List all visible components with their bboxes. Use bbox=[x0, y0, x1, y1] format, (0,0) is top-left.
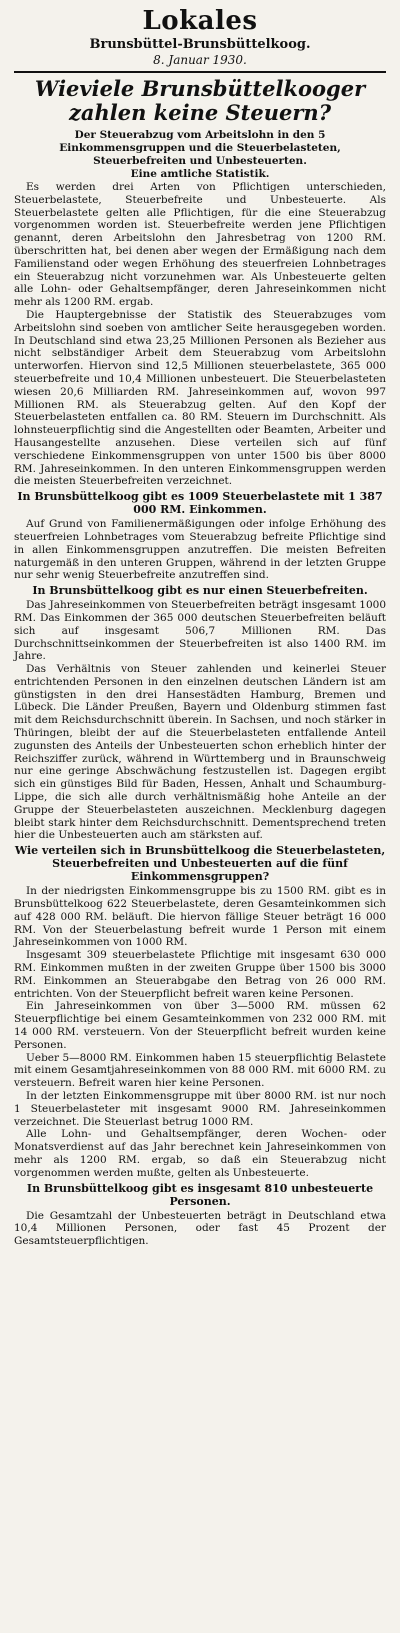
paragraph-8: Ein Jahreseinkommen von über 3—5000 RM. müssen 62 Steuerpflichtige bei einem Gesamteinkommen von 232 000 RM. mit 14 000 RM. versteuern. Von der Steuerpflicht befreit wurden keine Personen. bbox=[14, 1000, 386, 1051]
paragraph-9: Ueber 5—8000 RM. Einkommen haben 15 steuerpflichtig Belastete mit einem Gesamtjahreseinkommen von 88 000 RM. mit 6000 RM. zu versteuern. Befreit waren hier keine Personen. bbox=[14, 1051, 386, 1090]
paragraph-2: Die Hauptergebnisse der Statistik des Steuerabzuges vom Arbeitslohn sind soeben von amtlicher Seite herausgegeben worden. In Deutschland sind etwa 23,25 Millionen Personen als Bezieher aus nicht selbständiger Arbeit dem Steuerabzug vom Arbeitslohn unterworfen. Hiervon sind 12,5 Millionen steuerbelastete, 365 000 steuerbefreite und 10,4 Millionen unbesteuert. Die Steuerbelasteten wiesen 20,6 Milliarden RM. Jahreseinkommen auf, wovon 997 Millionen RM. als Steuerabzug gelten. Auf den Kopf der Steuerbelasteten entfallen ca. 80 RM. Steuern im Durchschnitt. Als lohnsteuerpflichtig sind die Angestellten oder Beamten, Arbeiter und Hausangestellte anzusehen. Diese verteilen sich auf fünf verschiedene Einkommensgruppen von unter 1500 bis über 8000 RM. Jahreseinkommen. In den unteren Einkommensgruppen werden die meisten Steuerbefreiten verzeichnet. bbox=[14, 308, 386, 488]
dateline-date: 8. Januar 1930. bbox=[153, 53, 247, 67]
paragraph-12: Die Gesamtzahl der Unbesteuerten beträgt in Deutschland etwa 10,4 Millionen Personen, oder fast 45 Prozent der Gesamtsteuerpflichtigen. bbox=[14, 1209, 386, 1248]
paragraph-1: Es werden drei Arten von Pflichtigen unterschieden, Steuerbelastete, Steuerbefreite und Unbesteuerte. Als Steuerbelastete gelten alle Pflichtigen, für die eine Steuerabzug vorgenommen worden ist. Steuerbefreite werden jene Pflichtigen genannt, deren Arbeitslohn den Jahresbetrag von 1200 RM. überschritten hat, bei denen aber wegen der Ermäßigung nach dem Familienstand oder wegen Erhöhung des steuerfreien Lohnbetrages ein Steuerabzug nicht vorzunehmen war. Als Unbesteuerte gelten alle Lohn- oder Gehaltsempfänger, deren Jahreseinkommen nicht mehr als 1200 RM. ergab. bbox=[14, 181, 386, 309]
paragraph-4: Das Jahreseinkommen von Steuerbefreiten beträgt insgesamt 1000 RM. Das Einkommen der 365 000 deutschen Steuerbefreiten beläuft sich auf insgesamt 506,7 Millionen RM. Das Durchschnittseinkommen der Steuerbefreiten ist also 1400 RM. im Jahre. bbox=[14, 599, 386, 663]
article-subhead-2: Eine amtliche Statistik. bbox=[130, 168, 270, 180]
section-heading-4: In Brunsbüttelkoog gibt es insgesamt 810 unbesteuerte Personen. bbox=[26, 1181, 374, 1208]
paragraph-10: In der letzten Einkommensgruppe mit über 8000 RM. ist nur noch 1 Steuerbelasteter mit insgesamt 9000 RM. Jahreseinkommen verzeichnet. Die Steuerlast betrug 1000 RM. bbox=[14, 1090, 386, 1128]
article-subhead: Der Steuerabzug vom Arbeitslohn in den 5 Einkommensgruppen und die Steuerbelasteten, Steuerbefreiten und Unbesteuerten. bbox=[59, 129, 341, 167]
paragraph-5: Das Verhältnis von Steuer zahlenden und keinerlei Steuer entrichtenden Personen in den einzelnen deutschen Ländern ist am günstigsten in den drei Hansestädten Hamburg, Bremen und Lübeck. Die Länder Preußen, Bayern und Oldenburg stimmen fast mit dem Reichsdurchschnitt überein. In Sachsen, und noch stärker in Thüringen, bleibt der auf die Steuerbelasteten entfallende Anteil zugunsten des Anteils der Unbesteuerten schon erheblich hinter der Reichsziffer zurück, während in Württemberg und in Braunschweig nur eine geringe Abschwächung festzustellen ist. Dagegen ergibt sich ein günstiges Bild für Baden, Hessen, Anhalt und Schaumburg-Lippe, die sich alle durch verhältnismäßig hohe Anteile an der Gruppe der Steuerbelasteten auszeichnen. Mecklenburg dagegen bleibt stark hinter dem Reichsdurchschnitt. Dementsprechend treten hier die Unbesteuerten auch am stärksten auf. bbox=[14, 663, 386, 842]
dateline-place: Brunsbüttel-Brunsbüttelkoog. bbox=[89, 37, 311, 52]
section-heading-2: In Brunsbüttelkoog gibt es nur einen Steuerbefreiten. bbox=[32, 584, 368, 598]
section-heading-3: Wie verteilen sich in Brunsbüttelkoog die Steuerbelasteten, Steuerbefreiten und Unbesteuerten auf die fünf Einkommensgruppen? bbox=[14, 844, 386, 884]
divider bbox=[14, 71, 386, 73]
paragraph-11: Alle Lohn- und Gehaltsempfänger, deren Wochen- oder Monatsverdienst auf das Jahr berechnet kein Jahreseinkommen von mehr als 1200 RM. ergab, so daß ein Steuerabzug nicht vorgenommen werden mußte, gelten als Unbesteuerte. bbox=[14, 1128, 386, 1179]
paragraph-6: In der niedrigsten Einkommensgruppe bis zu 1500 RM. gibt es in Brunsbüttelkoog 622 Steuerbelastete, deren Gesamteinkommen sich auf 428 000 RM. beläuft. Die hiervon fällige Steuer beträgt 16 000 RM. Von der Steuerbelastung befreit wurde 1 Person mit einem Jahreseinkommen von 1000 RM. bbox=[14, 885, 386, 949]
paragraph-7: Insgesamt 309 steuerbelastete Pflichtige mit insgesamt 630 000 RM. Einkommen mußten in der zweiten Gruppe über 1500 bis 3000 RM. Einkommen an Steuerabgabe den Betrag von 26 000 RM. entrichten. Von der Steuerpflicht befreit waren keine Personen. bbox=[14, 949, 386, 1000]
article-headline: Wieviele Brunsbüttelkooger zahlen keine Steuern? bbox=[34, 76, 366, 125]
paragraph-3: Auf Grund von Familienermäßigungen oder infolge Erhöhung des steuerfreien Lohnbetrages vom Steuerabzug befreite Pflichtige sind in allen Einkommensgruppen anzutreffen. Die meisten Befreiten naturgemäß in den unteren Gruppen, während in der letzten Gruppe nur sehr wenig Steuerbefreite anzutreffen sind. bbox=[14, 518, 386, 582]
section-rubric: Lokales bbox=[142, 6, 258, 36]
section-heading-1: In Brunsbüttelkoog gibt es 1009 Steuerbelastete mit 1 387 000 RM. Einkommen. bbox=[17, 490, 383, 517]
